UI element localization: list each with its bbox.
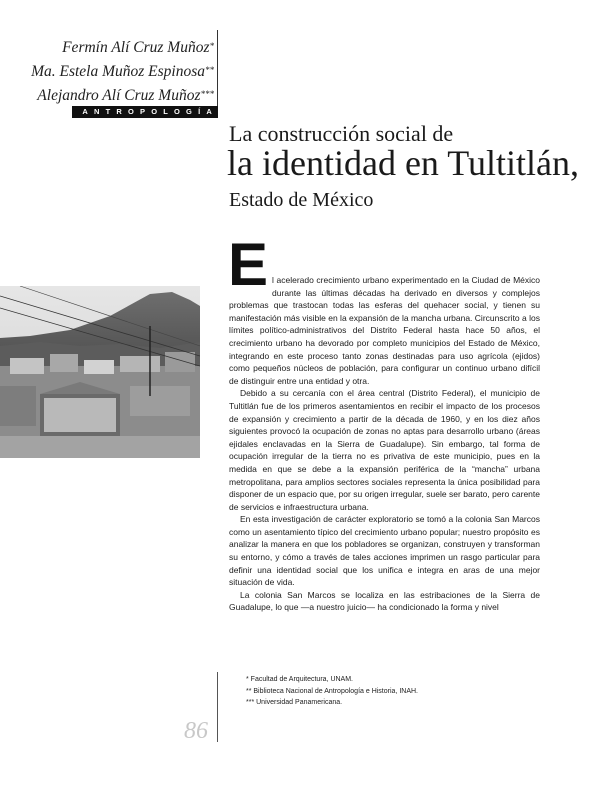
footnote-3: *** Universidad Panamericana. (246, 699, 343, 706)
footnote-1: * Facultad de Arquitectura, UNAM. (246, 676, 353, 683)
paragraph-4: La colonia San Marcos se localiza en las estribaciones de la Sierra de Guadalupe, lo que —a nuestro juicio— ha condicionado la forma y nivel (229, 589, 540, 613)
title-line-2: la identidad en Tultitlán, (227, 143, 579, 183)
article-body (228, 231, 540, 614)
footnotes (246, 674, 418, 709)
paragraph-3: En esta investigación de carácter exploratorio se tomó a la colonia San Marcos como un asentamiento típico del crecimiento urbano popular; nuestro propósito es analizar la manera en que los pobladores se organizan, construyen y transforman su entorno, y cómo a través de tales acciones imprimen un rasgo particular para definir una identidad social que los unifica e integra en aras de una mejor situación de vida. (229, 514, 540, 588)
title-line-3: Estado de México (229, 189, 374, 211)
article-photo (0, 286, 200, 458)
title-line-1: La construcción social de (229, 121, 454, 146)
page-number: 86 (184, 718, 208, 744)
author-list (31, 36, 214, 108)
paragraph-2: Debido a su cercanía con el área central (Distrito Federal), el municipio de Tultitlán fue de los primeros asentamientos en recibir el impacto de los procesos de expansión y crecimiento a partir de la década de 1960, y en los diez años siguientes provocó la ocupación de zonas no aptas para desarrollo urbano (áreas ejidales enclavadas en la Sierra de Guadalupe). Sin embargo, tal forma de ocupación irregular de la tierra no es privativa de este municipio, pues en la medida en que se debe a la expansión periférica de la “mancha” urbana metropolitana, para amplios sectores sociales representa la única posibilidad para disponer de un espacio que, por su origen irregular, suele ser barato, pero carente de servicios e infraestructura urbana. (229, 388, 540, 512)
paragraph-1: E l acelerado crecimiento urbano experimentado en la Ciudad de México durante las últimas décadas ha derivado en diversos y complejos problemas que trastocan todas las esferas del quehacer social, y tienen su manifestación más visible en la expansión de la mancha urbana. Circunscrito a los límites político-administrativos del Distrito Federal hasta hace 50 años, el crecimiento urbano ha devorado por completo municipios del Estado de México, integrando en este proceso tanto zonas destinadas para uso agrícola (ejidos) como pequeños núcleos de población, para configurar un continuo urbano difícil de distinguir entre una entidad y otra. (228, 231, 540, 386)
footer-divider (217, 672, 218, 742)
author-2: Ma. Estela Muñoz Espinosa** (31, 63, 214, 80)
header-divider (217, 30, 218, 118)
drop-cap: E (228, 231, 269, 298)
author-1: Fermín Alí Cruz Muñoz* (62, 39, 214, 56)
author-3: Alejandro Alí Cruz Muñoz*** (37, 87, 214, 104)
photo-illustration (0, 286, 200, 458)
section-label: ANTROPOLOGÍA (82, 107, 218, 116)
footnote-2: ** Biblioteca Nacional de Antropología e Historia, INAH. (246, 687, 418, 695)
